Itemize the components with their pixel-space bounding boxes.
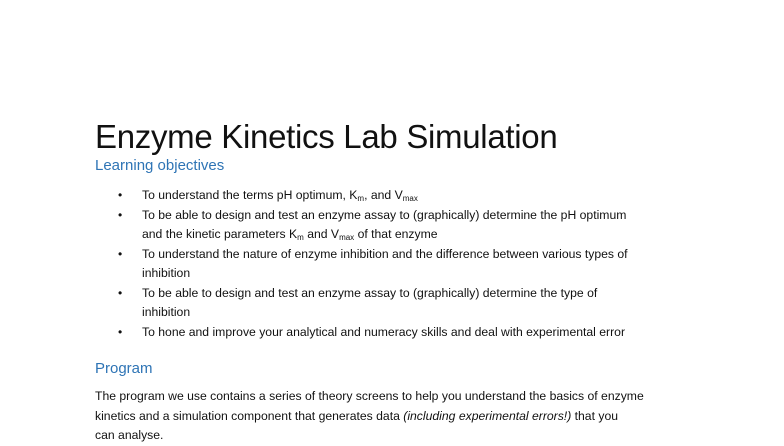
objective-text: To be able to design and test an enzyme assay to (graphically) determine the pH optimum — [142, 207, 627, 222]
objective-text: To understand the nature of enzyme inhibition and the difference between various types of — [142, 246, 628, 261]
objective-text-continued: inhibition — [142, 305, 191, 319]
bullet-icon: • — [118, 285, 123, 300]
bullet-icon: • — [118, 246, 123, 261]
program-paragraph — [95, 387, 695, 446]
list-item — [0, 245, 702, 284]
objective-text-continued: inhibition — [142, 266, 191, 280]
page-title: Enzyme Kinetics Lab Simulation — [95, 118, 558, 156]
list-item — [0, 186, 702, 206]
learning-objectives-list — [0, 186, 784, 342]
objective-text: To be able to design and test an enzyme assay to (graphically) determine the type of — [142, 285, 598, 300]
objective-text: To hone and improve your analytical and numeracy skills and deal with experimental error — [142, 324, 626, 339]
bullet-icon: • — [118, 207, 123, 222]
program-heading: Program — [95, 360, 153, 377]
emphasis-text: (including experimental errors!) — [403, 408, 572, 423]
list-item — [0, 323, 702, 343]
list-item — [0, 206, 702, 245]
bullet-icon: • — [118, 188, 123, 202]
list-item — [0, 284, 702, 323]
program-text-line: The program we use contains a series of theory screens to help you understand the basics of enzyme — [95, 389, 644, 403]
bullet-icon: • — [118, 324, 123, 339]
program-text-line: kinetics and a simulation component that generates data (including experimental errors!) that you — [95, 408, 619, 423]
program-text-line: can analyse. — [95, 428, 164, 442]
learning-objectives-heading: Learning objectives — [95, 157, 225, 174]
objective-text-continued: and the kinetic parameters $K_m$ and $V_{max}$ of that enzyme — [142, 227, 438, 242]
objective-text: To understand the terms pH optimum, $K_m$, and $V_{max}$ — [142, 188, 418, 203]
